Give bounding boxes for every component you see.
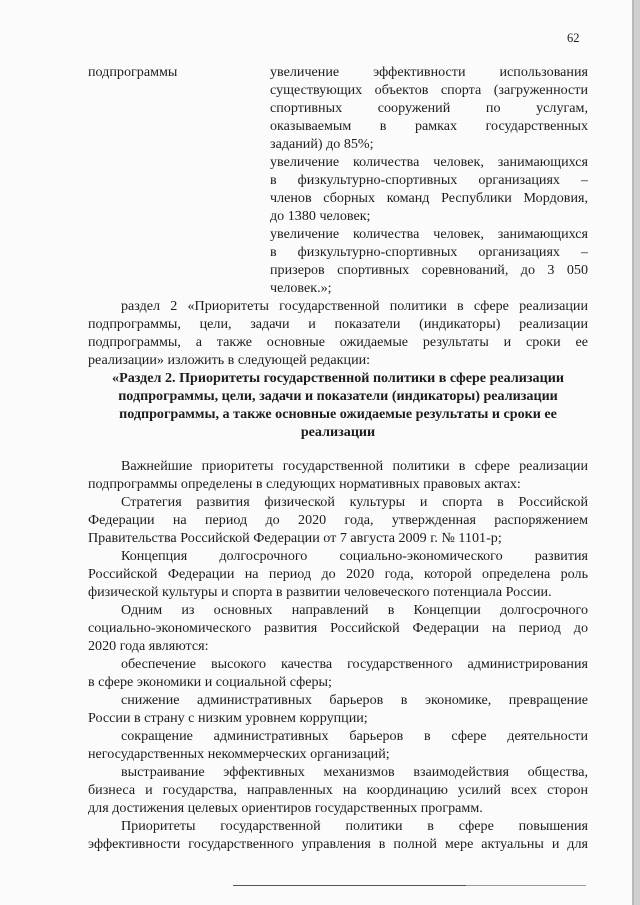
- body-line: Концепция долгосрочного социально-экономического развития: [121, 548, 588, 564]
- body-line: подпрограммы определены в следующих нормативных правовых актах:: [88, 476, 521, 492]
- body-line: обеспечение высокого качества государственного администрирования: [121, 656, 588, 672]
- intro-line: раздел 2 «Приоритеты государственной политики в сфере реализации: [121, 298, 588, 314]
- body-line: сокращение административных барьеров в сфере деятельности: [121, 728, 588, 744]
- table-cell-line: увеличение эффективности использования: [270, 64, 588, 80]
- scan-artifact-line: [466, 885, 586, 886]
- body-line: Правительства Российской Федерации от 7 августа 2009 г. № 1101-р;: [88, 530, 502, 546]
- body-line: России в страну с низким уровнем коррупции;: [88, 710, 368, 726]
- body-line: Важнейшие приоритеты государственной политики в сфере реализации: [121, 458, 588, 474]
- table-cell-line: в физкультурно-спортивных организациях –: [270, 244, 588, 260]
- table-cell-line: оказываемым в рамках государственных: [270, 118, 588, 134]
- table-cell-line: призеров спортивных соревнований, до 3 050: [270, 262, 588, 278]
- page-edge: [634, 0, 640, 905]
- body-line: Федерации на период до 2020 года, утвержденная распоряжением: [88, 512, 588, 528]
- intro-line: подпрограммы, а также основные ожидаемые результаты и сроки ее: [88, 334, 588, 350]
- section-heading-line: подпрограммы, а также основные ожидаемые результаты и сроки ее: [119, 406, 557, 422]
- body-line: Стратегия развития физической культуры и спорта в Российской: [121, 494, 588, 510]
- table-cell-line: человек.»;: [270, 280, 332, 296]
- table-cell-line: членов сборных команд Республики Мордовия,: [270, 190, 588, 206]
- table-cell-line: увеличение количества человек, занимающихся: [270, 226, 588, 242]
- table-cell-line: увеличение количества человек, занимающихся: [270, 154, 588, 170]
- body-line: социально-экономического развития Российской Федерации на период до: [88, 620, 588, 636]
- body-line: Приоритеты государственной политики в сфере повышения: [121, 818, 588, 834]
- table-cell-line: до 1380 человек;: [270, 208, 371, 224]
- intro-line: реализации» изложить в следующей редакции:: [88, 352, 371, 368]
- table-row-label: подпрограммы: [88, 64, 178, 80]
- body-line: выстраивание эффективных механизмов взаимодействия общества,: [121, 764, 588, 780]
- table-cell-line: спортивных сооружений по услугам,: [270, 100, 588, 116]
- table-cell-line: в физкультурно-спортивных организациях –: [270, 172, 588, 188]
- scan-artifact-line: [233, 885, 466, 886]
- table-cell-line: заданий) до 85%;: [270, 136, 374, 152]
- table-cell-line: существующих объектов спорта (загруженности: [270, 82, 588, 98]
- page-number: 62: [567, 31, 580, 45]
- body-line: эффективности государственного управления в полной мере актуальны и для: [88, 836, 588, 852]
- body-line: для достижения целевых ориентиров государственных программ.: [88, 800, 483, 816]
- body-line: 2020 года являются:: [88, 638, 209, 654]
- section-heading-line: «Раздел 2. Приоритеты государственной политики в сфере реализации: [112, 370, 564, 386]
- body-line: в сфере экономики и социальной сферы;: [88, 674, 332, 690]
- body-line: бизнеса и государства, направленных на координацию усилий всех сторон: [88, 782, 588, 798]
- section-heading-line: подпрограммы, цели, задачи и показатели (индикаторы) реализации: [118, 388, 558, 404]
- body-line: негосударственных некоммерческих организаций;: [88, 746, 390, 762]
- intro-line: подпрограммы, цели, задачи и показатели (индикаторы) реализации: [88, 316, 588, 332]
- body-line: снижение административных барьеров в экономике, превращение: [121, 692, 588, 708]
- body-line: Одним из основных направлений в Концепции долгосрочного: [121, 602, 588, 618]
- section-heading-line: реализации: [300, 424, 376, 440]
- body-line: физической культуры и спорта в развитии человеческого потенциала России.: [88, 584, 552, 600]
- body-line: Российской Федерации на период до 2020 года, которой определена роль: [88, 566, 588, 582]
